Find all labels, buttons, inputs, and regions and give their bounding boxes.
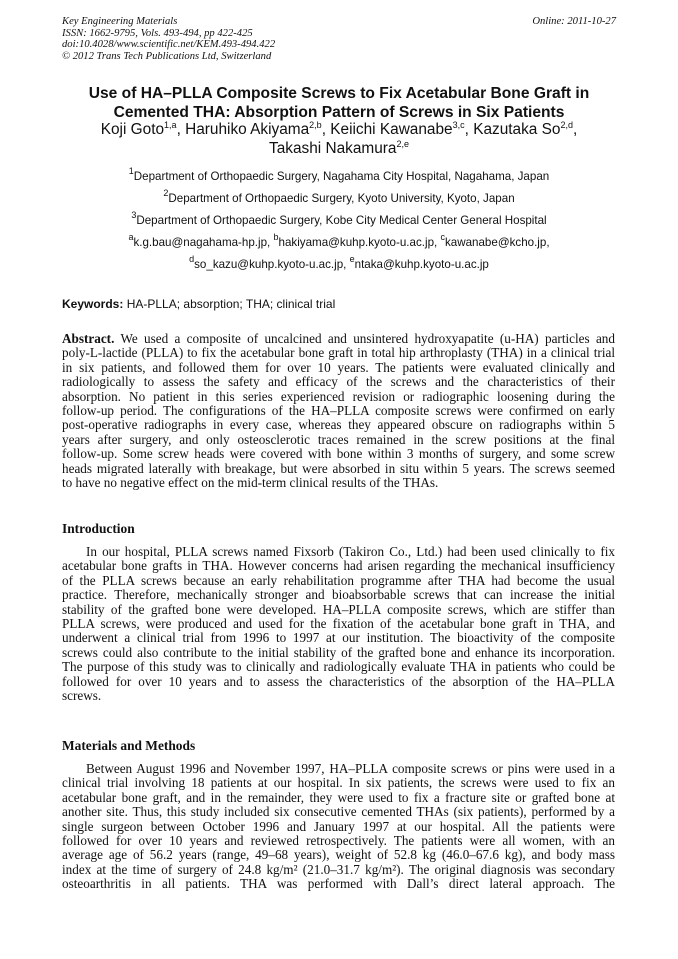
text-line: acetabular bone grafts in THA. However concerns had arisen regarding the mechanical insufficiency	[62, 558, 615, 574]
copyright: © 2012 Trans Tech Publications Ltd, Switzerland	[62, 50, 272, 62]
abstract	[62, 332, 615, 490]
text-line: follow-up. Some screw heads were covered with bone within 3 months of surgery, and some screw	[62, 446, 615, 462]
email: so_kazu@kuhp.kyoto-u.ac.jp,	[194, 258, 347, 271]
email: hakiyama@kuhp.kyoto-u.ac.jp,	[278, 236, 438, 249]
text-line: The purpose of this study was to clinically and radiologically evaluate THA in patients who could be	[62, 659, 615, 675]
text-line: In our hospital, PLLA screws named Fixsorb (Takiron Co., Ltd.) had been used clinically to fix	[86, 544, 615, 559]
author: Haruhiko Akiyama$^{2,b}$	[185, 120, 322, 138]
section-heading: Introduction	[62, 521, 135, 536]
text-line: radiologically to assess the safety and efficacy of the screws and the characteristics of their	[62, 374, 615, 390]
abstract-label: Abstract.	[62, 331, 115, 346]
text-line: clinical trial involving 18 patients at our hospital. In six patients, the screws were used to fix an	[62, 775, 615, 791]
text-line: heads migrated laterally with breakage, but were absorbed in situ within 5 years. The screws seemed	[62, 460, 615, 476]
author: Kazutaka So$^{2,d}$	[473, 120, 573, 138]
text-line: another site. Thus, this study included six consecutive cemented THAs (six patients), performed by a	[62, 804, 615, 820]
methods-body	[62, 762, 615, 892]
text-line: PLLA screws, were produced and used for the fixation of the acetabular bone graft in THA, and	[62, 616, 615, 632]
text-line: acetabular bone graft, and in the remainder, they were used to fix a fracture site or grafted bone at	[62, 789, 615, 805]
text-line: osteoarthritis in all patients. THA was performed with Dall’s direct lateral approach. The	[62, 876, 615, 892]
affiliation: $^1$Department of Orthopaedic Surgery, Nagahama City Hospital, Nagahama, Japan	[128, 166, 550, 183]
affiliation: $^2$Department of Orthopaedic Surgery, Kyoto University, Kyoto, Japan	[163, 188, 515, 205]
journal-name: Key Engineering Materials	[62, 16, 178, 27]
author: Koji Goto$^{1,a}$	[100, 120, 177, 138]
text-line: Abstract. We used a composite of uncalcined and unsintered hydroxyapatite (u-HA) particles and	[62, 331, 615, 346]
text-line: followed for over 10 years and to assess the characteristics of the absorption of the HA–PLLA	[62, 673, 615, 689]
online-date: Online: 2011-10-27	[532, 16, 616, 27]
text-line: years after surgery, and only osteosclerotic traces remained in the screw positions at the final	[62, 431, 615, 447]
text-line: of the PLLA screws because an early rehabilitation programme after THA had become the usual	[62, 572, 615, 588]
author: Takashi Nakamura$^{2,e}$	[269, 139, 409, 157]
text-line: screws.	[62, 688, 102, 704]
text-line: screws could also contribute to the initial stability of the grafted bone and enhance its incorporation.	[62, 644, 615, 660]
emails: $^d$so_kazu@kuhp.kyoto-u.ac.jp, $^e$ntaka@kuhp.kyoto-u.ac.jp	[189, 254, 489, 271]
email: kawanabe@kcho.jp,	[444, 236, 550, 249]
text-line: average age of 56.2 years (range, 49–68 years), weight of 52.8 kg (46.0–67.6 kg), and body mass	[62, 847, 615, 863]
text-line: index at the time of surgery of 24.8 kg/m² (21.0–31.7 kg/m²). The original diagnosis was secondary	[62, 861, 615, 877]
title-line: Cemented THA: Absorption Pattern of Screws in Six Patients	[113, 104, 565, 121]
text-line: Between August 1996 and November 1997, HA–PLLA composite screws or pins were used in a	[86, 761, 615, 776]
text-line: absorption. No patient in this series experienced revision or radiographic loosening during the	[62, 388, 615, 404]
text-line: single surgeon between October 1996 and January 1997 at our hospital. All the patients were	[62, 818, 615, 834]
text-line: followed for over 10 years and reviewed retrospectively. The patients were all women, with an	[62, 833, 615, 849]
email: k.g.bau@nagahama-hp.jp,	[133, 236, 271, 249]
affiliation: $^3$Department of Orthopaedic Surgery, Kobe City Medical Center General Hospital	[131, 210, 547, 227]
introduction-body	[62, 545, 615, 703]
text-line: to have no negative effect on the mid-term clinical results of the THAs.	[62, 475, 439, 491]
email: ntaka@kuhp.kyoto-u.ac.jp	[354, 258, 489, 271]
keywords: Keywords: HA-PLLA; absorption; THA; clinical trial	[62, 297, 336, 311]
text-line: poly-L-lactide (PLLA) to fix the acetabular bone graft in total hip arthroplasty (THA) in a clinical trial	[62, 345, 615, 361]
text-line: post-operative radiographs in every case, whereas they appeared obscure on radiographs within 5	[62, 417, 615, 433]
text-line: in six patients, and followed them for over 10 years. The patients were evaluated clinically and	[62, 359, 615, 375]
text-line: practice. Therefore, mechanically stronger and bioabsorbable screws that can increase the initial	[62, 587, 615, 603]
authors: Koji Goto$^{1,a}$, Haruhiko Akiyama$^{2,b}$, Keiichi Kawanabe$^{3,c}$, Kazutaka So$^{2,d}$, Takashi Nakamura$^{2,e}$	[100, 120, 578, 157]
issn: ISSN: 1662-9795, Vols. 493-494, pp 422-425	[62, 27, 253, 39]
emails: $^a$k.g.bau@nagahama-hp.jp, $^b$hakiyama@kuhp.kyoto-u.ac.jp, $^c$kawanabe@kcho.jp,	[128, 232, 550, 249]
text-line: underwent a clinical trial from 1996 to 1997 at our institution. The bioactivity of the composite	[62, 630, 615, 646]
title-line: Use of HA–PLLA Composite Screws to Fix Acetabular Bone Graft in	[88, 85, 590, 102]
text-line: stability of the grafted bone were developed. HA–PLLA composite screws, which are stiffer than	[62, 601, 615, 617]
paper-title	[40, 84, 638, 122]
section-heading: Materials and Methods	[62, 738, 196, 753]
doi: doi:10.4028/www.scientific.net/KEM.493-494.422	[62, 39, 276, 51]
text-line: follow-up period. The configurations of the HA–PLLA composite screws were confirmed on early	[62, 403, 615, 419]
journal-header	[62, 16, 275, 62]
author: Keiichi Kawanabe$^{3,c}$	[330, 120, 465, 138]
